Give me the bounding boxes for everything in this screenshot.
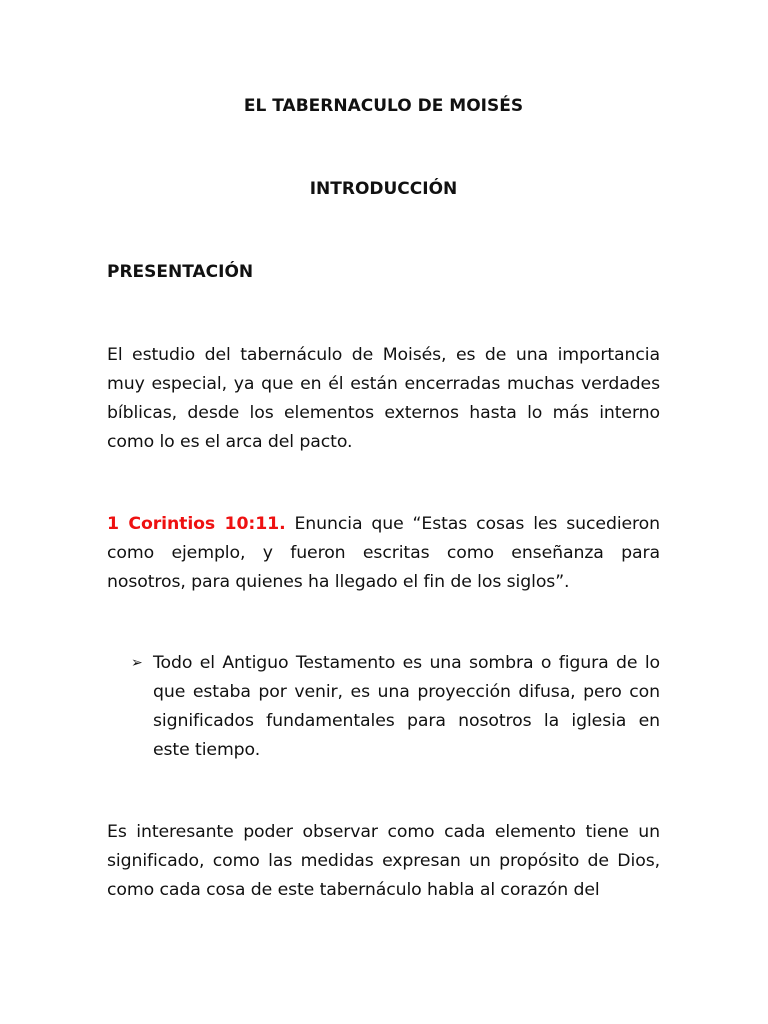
document-title: EL TABERNACULO DE MOISÉS [243, 96, 524, 116]
arrow-bullet-icon: ➢ [131, 655, 143, 671]
paragraph-intro: El estudio del tabernáculo de Moisés, es de una importancia muy especial, ya que en él están encerradas muchas verdades bíblicas, desde los elementos externos hasta lo más interno como lo es el arca del pacto. [107, 345, 660, 452]
bullet-item [131, 649, 660, 765]
document-subtitle: INTRODUCCIÓN [309, 179, 458, 199]
bullet-text: Todo el Antiguo Testamento es una sombra o figura de lo que estaba por venir, es una proyección difusa, pero con significados fundamentales para nosotros la iglesia en este tiempo. [153, 653, 660, 760]
bible-reference: 1 Corintios 10:11. [107, 514, 286, 534]
reference-quote: Enuncia que “Estas cosas les sucedieron como ejemplo, y fueron escritas como enseñanza para nosotros, para quienes ha llegado el fin de los siglos”. [107, 514, 661, 592]
paragraph-reference [107, 510, 660, 597]
section-heading: PRESENTACIÓN [107, 262, 254, 282]
paragraph-elements: Es interesante poder observar como cada elemento tiene un significado, como las medidas expresan un propósito de Dios, como cada cosa de este tabernáculo habla al corazón del [107, 822, 660, 900]
